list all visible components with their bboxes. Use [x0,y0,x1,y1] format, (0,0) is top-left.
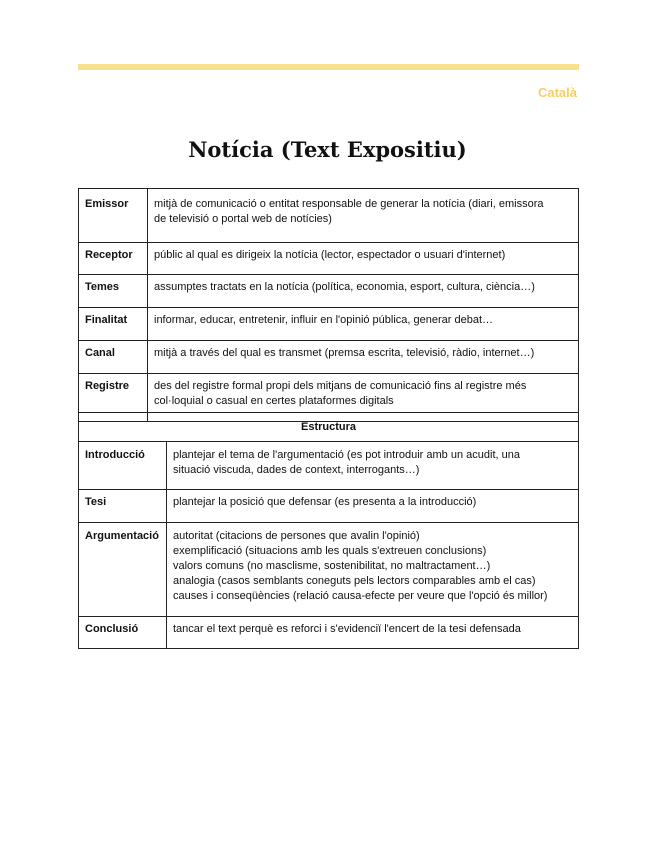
value-line: plantejar la posició que defensar (es presenta a la introducció) [173,496,477,508]
row-value [148,243,579,275]
row-label: Finalitat [79,308,148,341]
table-row [79,617,579,649]
table-row [79,243,579,275]
row-label: Introducció [79,442,167,490]
value-line: mitjà a través del qual es transmet (premsa escrita, televisió, ràdio, internet…) [154,347,535,359]
row-value [167,523,579,617]
structure-table [78,412,579,649]
value-line: públic al qual es dirigeix la notícia (lector, espectador o usuari d'internet) [154,249,506,261]
value-line: exemplificació (situacions amb les quals s'extreuen conclusions) [173,545,487,557]
table-row [79,490,579,523]
table-row [79,523,579,617]
row-value [148,189,579,243]
row-label: Emissor [79,189,148,243]
value-line: des del registre formal propi dels mitjans de comunicació fins al registre més [154,380,527,392]
value-line: col·loquial o casual en certes plataformes digitals [154,395,394,407]
row-value [167,617,579,649]
table-row [79,442,579,490]
value-line: situació viscuda, dades de context, interrogants…) [173,464,420,476]
value-line: plantejar el tema de l'argumentació (es pot introduir amb un acudit, una [173,449,520,461]
row-label: Temes [79,275,148,308]
subject-label: Català [537,85,577,100]
value-line: mitjà de comunicació o entitat responsable de generar la notícia (diari, emissora [154,198,544,210]
value-line: informar, educar, entretenir, influir en l'opinió pública, generar debat… [154,314,494,326]
table-row [79,189,579,243]
value-line: assumptes tractats en la notícia (política, economia, esport, cultura, ciència…) [154,281,535,293]
row-value [148,308,579,341]
value-line: tancar el text perquè es reforci i s'evidenciï l'encert de la tesi defensada [173,623,521,635]
features-table [78,188,579,422]
row-value [167,442,579,490]
table-row [79,341,579,374]
row-label: Tesi [79,490,167,523]
structure-header: Estructura [79,413,579,442]
row-label: Receptor [79,243,148,275]
value-line: de televisió o portal web de notícies) [154,213,332,225]
value-line: valors comuns (no masclisme, sostenibilitat, no maltractament…) [173,560,491,572]
row-label: Conclusió [79,617,167,649]
value-line: causes i conseqüències (relació causa-efecte per veure que l'opció és millor) [173,590,548,602]
structure-header-row [79,413,579,442]
row-value [148,275,579,308]
row-value [167,490,579,523]
row-label: Canal [79,341,148,374]
page-title: Notícia (Text Expositiu) [188,137,467,162]
row-label: Registre [79,374,148,422]
row-value [148,341,579,374]
table-row [79,275,579,308]
row-label: Argumentació [79,523,167,617]
value-line: autoritat (citacions de persones que avalin l'opinió) [173,530,420,542]
value-line: analogia (casos semblants coneguts pels lectors comparables amb el cas) [173,575,536,587]
table-row [79,308,579,341]
header-accent-bar [78,64,579,70]
